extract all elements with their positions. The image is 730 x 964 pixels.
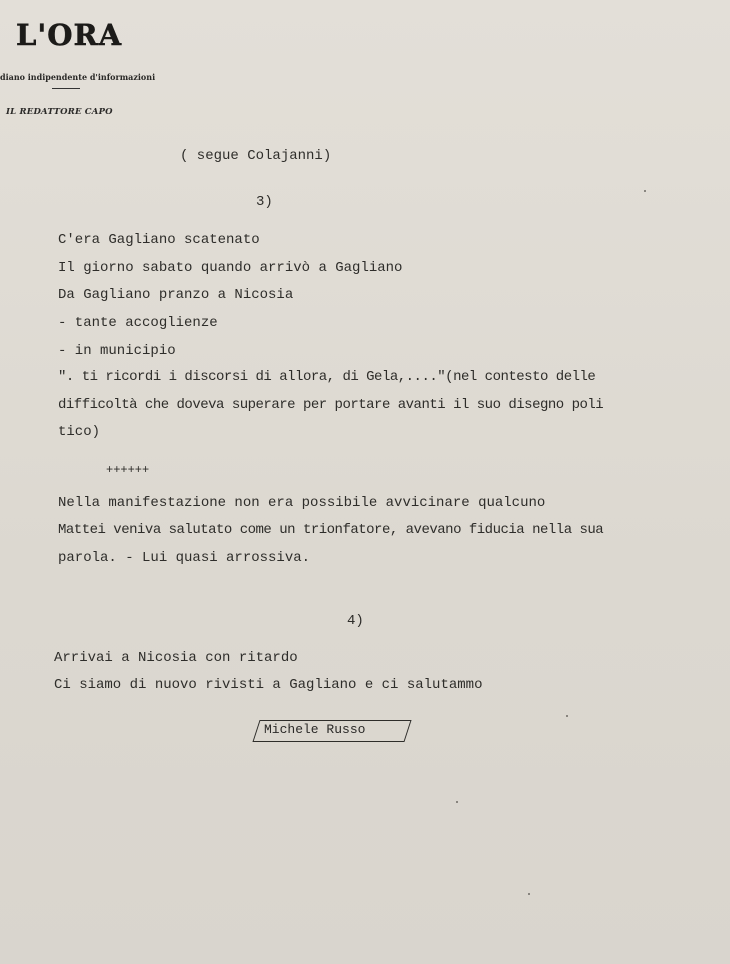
section-number: 3) bbox=[256, 194, 273, 210]
continuation-heading: ( segue Colajanni) bbox=[180, 148, 332, 164]
text-line: Nella manifestazione non era possibile avvicinare qualcuno bbox=[58, 495, 546, 511]
text-line: Il giorno sabato quando arrivò a Gagliano bbox=[58, 260, 403, 276]
text-line: - tante accoglienze bbox=[58, 315, 218, 331]
text-line: parola. - Lui quasi arrossiva. bbox=[58, 550, 311, 566]
paper-speck bbox=[644, 190, 646, 192]
paper-speck bbox=[566, 715, 568, 717]
text-line: - in municipio bbox=[58, 343, 176, 359]
text-line: ". ti ricordi i discorsi di allora, di Gela,...."(nel contesto delle bbox=[58, 369, 596, 385]
text-line: Ci siamo di nuovo rivisti a Gagliano e ci salutammo bbox=[54, 677, 483, 693]
text-line: Da Gagliano pranzo a Nicosia bbox=[58, 287, 294, 303]
paper-speck bbox=[528, 893, 530, 895]
paper-speck bbox=[456, 801, 458, 803]
newspaper-subtitle: diano indipendente d'informazioni bbox=[0, 72, 156, 82]
text-line: tico) bbox=[58, 424, 101, 440]
text-line: difficoltà che doveva superare per portare avanti il suo disegno poli bbox=[58, 397, 604, 413]
text-line: Arrivai a Nicosia con ritardo bbox=[54, 650, 298, 666]
signature: Michele Russo bbox=[264, 722, 366, 737]
separator: ++++++ bbox=[106, 463, 150, 477]
text-line: Mattei veniva salutato come un trionfatore, avevano fiducia nella sua bbox=[58, 522, 604, 538]
newspaper-logo: L'ORA bbox=[16, 18, 123, 52]
letterhead-divider bbox=[52, 88, 80, 89]
letterhead-role: IL REDATTORE CAPO bbox=[6, 107, 113, 117]
section-number: 4) bbox=[347, 613, 364, 629]
text-line: C'era Gagliano scatenato bbox=[58, 232, 260, 248]
